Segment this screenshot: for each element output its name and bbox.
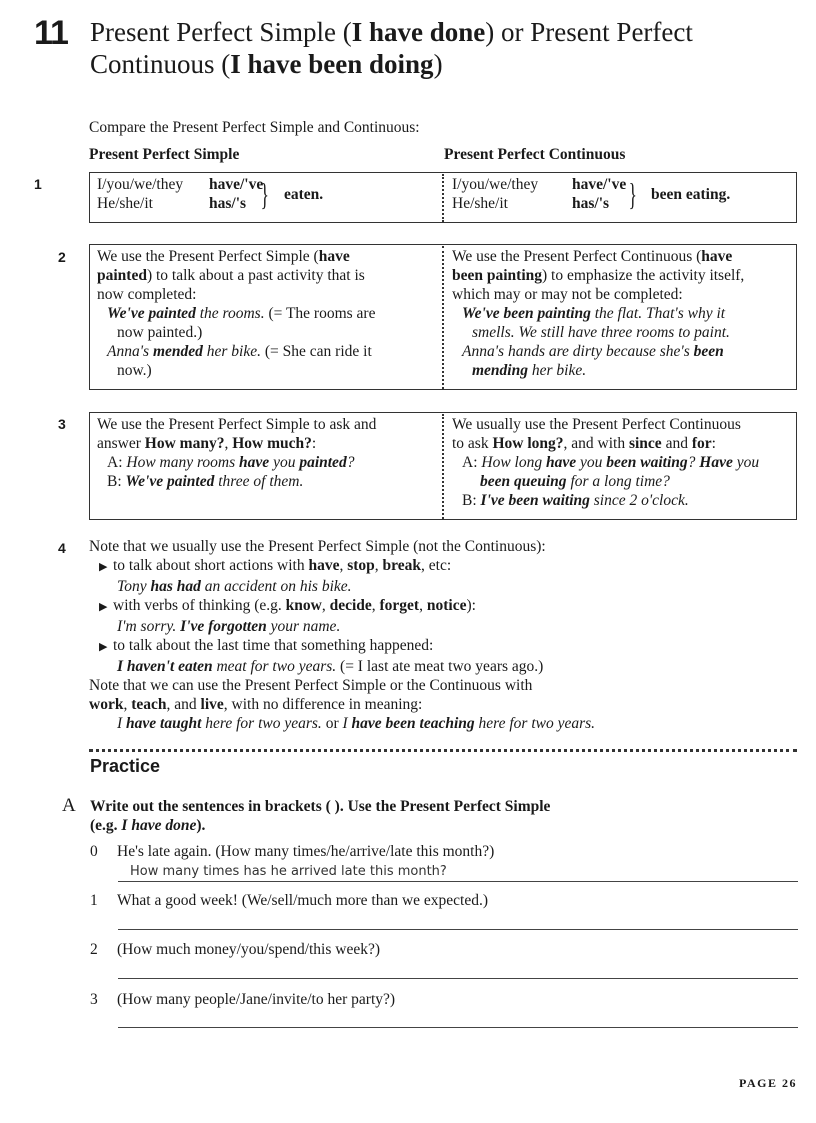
row-number-1: 1: [34, 176, 42, 192]
question-number: 2: [90, 941, 98, 958]
brace-icon: }: [260, 176, 269, 212]
row4-notes: Note that we usually use the Present Perfect Simple (not the Continuous): ▶ to talk about short actions with have, stop, break, etc: Tony has had an accident on his bike. ▶ with verbs of thinking (e.g. know, decide, forget, notice): I'm sorry. I've forgotten your name. ▶ to talk about the last time that something happened: I haven't eaten meat for two years. (= I last ate meat two years ago.) Note that we can use the Present Perfect Simple or the Continuous with work, teach, and live, with no difference in meaning: I have taught here for two years. or I have been teaching here for two years.: [89, 538, 596, 732]
exercise-instruction: Write out the sentences in brackets ( ). Use the Present Perfect Simple (e.g. I have done).: [90, 798, 551, 834]
unit-number: 11: [34, 14, 68, 52]
practice-heading: Practice: [90, 756, 161, 776]
question-text: (How much money/you/spend/this week?): [117, 941, 381, 958]
question-number: 3: [90, 991, 98, 1008]
row2-right: We use the Present Perfect Continuous (have been painting) to emphasize the activity itself, which may or may not be completed: We've been painting the flat. That's why it smells. We still have three rooms to paint. Anna's hands are dirty because she's been mending her bike.: [452, 248, 745, 379]
row1-left: I/you/we/they have/'ve He/she/it has/'s } eaten.: [97, 176, 324, 212]
answer-line[interactable]: [118, 978, 798, 979]
dotted-separator: [89, 749, 797, 752]
triangle-right-icon: ▶: [99, 641, 108, 653]
exercise-letter: A: [62, 795, 76, 816]
intro-text: Compare the Present Perfect Simple and Continuous:: [89, 119, 420, 136]
answer-line[interactable]: [118, 881, 798, 882]
question-text: He's late again. (How many times/he/arrive/late this month?): [117, 843, 495, 860]
triangle-right-icon: ▶: [99, 601, 108, 613]
question-text: (How many people/Jane/invite/to her party?): [117, 991, 396, 1008]
column-divider: [442, 246, 444, 389]
answer-text[interactable]: How many times has he arrived late this month?: [130, 864, 447, 879]
question-number: 1: [90, 892, 98, 909]
row3-left: We use the Present Perfect Simple to ask and answer How many?, How much?: A: How many rooms have you painted? B: We've painted three of them.: [97, 416, 377, 490]
row-number-4: 4: [58, 540, 66, 556]
answer-line[interactable]: [118, 929, 798, 930]
row1-right: I/you/we/they have/'ve He/she/it has/'s } been eating.: [452, 176, 731, 212]
brace-icon: }: [628, 176, 637, 212]
page-number: PAGE 26: [739, 1076, 797, 1090]
row2-left: We use the Present Perfect Simple (have painted) to talk about a past activity that is now completed: We've painted the rooms. (= The rooms are now painted.) Anna's mended her bike. (= She can ride it now.): [97, 248, 376, 379]
column-heading-simple: Present Perfect Simple: [89, 146, 240, 163]
column-divider: [442, 414, 444, 519]
triangle-right-icon: ▶: [99, 561, 108, 573]
page-title: Present Perfect Simple (I have done) or Present Perfect Continuous (I have been doing): [90, 17, 693, 79]
column-divider: [442, 174, 444, 222]
row-number-3: 3: [58, 416, 66, 432]
row3-right: We usually use the Present Perfect Continuous to ask How long?, and with since and for: A: How long have you been waiting? Have you been queuing for a long time? B: I've been waiting since 2 o'clock.: [452, 416, 760, 509]
question-number: 0: [90, 843, 98, 860]
column-heading-continuous: Present Perfect Continuous: [444, 146, 626, 163]
question-text: What a good week! (We/sell/much more than we expected.): [117, 892, 489, 909]
row-number-2: 2: [58, 249, 66, 265]
answer-line[interactable]: [118, 1027, 798, 1028]
